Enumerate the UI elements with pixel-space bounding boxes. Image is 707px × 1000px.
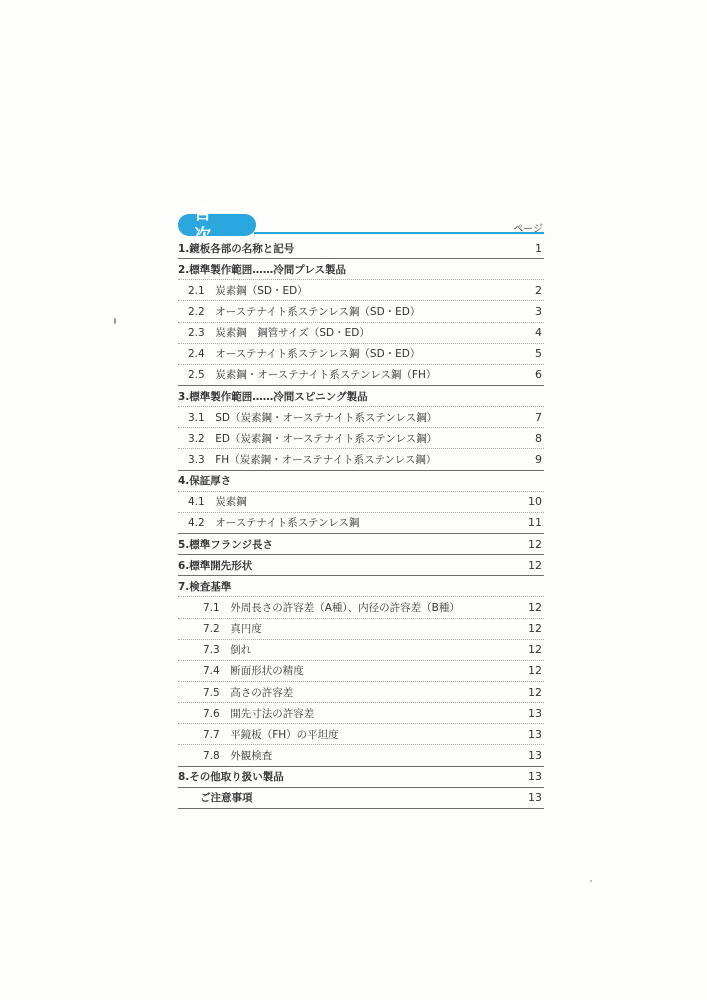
toc-row[interactable] (178, 301, 544, 322)
toc-row[interactable] (178, 280, 544, 301)
toc-entry-label: 5.標準フランジ長さ (178, 538, 274, 551)
table-of-contents (178, 204, 544, 809)
toc-entry-label: 7.2 真円度 (203, 623, 262, 636)
toc-row[interactable] (178, 259, 544, 280)
toc-row[interactable] (178, 682, 544, 703)
toc-entry-page: 12 (528, 685, 542, 699)
toc-row[interactable] (178, 513, 544, 534)
toc-row[interactable] (178, 576, 544, 597)
toc-entry-label: 2.1 炭素鋼（SD・ED） (188, 284, 308, 297)
toc-entry-page: 8 (535, 431, 542, 445)
toc-row[interactable] (178, 661, 544, 682)
toc-row[interactable] (178, 365, 544, 386)
toc-entry-label: 7.1 外周長さの許容差（A種）、内径の許容差（B種） (203, 601, 460, 614)
toc-row[interactable] (178, 449, 544, 470)
toc-row[interactable] (178, 534, 544, 555)
toc-entry-page: 13 (528, 748, 542, 762)
toc-header (178, 204, 544, 246)
toc-entry-label: 3.2 ED（炭素鋼・オーステナイト系ステンレス鋼） (188, 432, 438, 445)
scan-speck (114, 318, 116, 324)
toc-entry-page: 13 (528, 791, 542, 805)
toc-row[interactable] (178, 471, 544, 492)
toc-entry-label: 1.鏡板各部の名称と記号 (178, 242, 295, 255)
toc-entry-page: 2 (535, 283, 542, 297)
toc-entry-page: 11 (528, 516, 542, 530)
toc-row[interactable] (178, 619, 544, 640)
toc-entry-label: 7.検査基準 (178, 580, 232, 593)
toc-entry-label: 3.3 FH（炭素鋼・オーステナイト系ステンレス鋼） (188, 453, 437, 466)
title-rule (254, 232, 544, 234)
toc-row[interactable] (178, 767, 544, 788)
toc-row[interactable] (178, 555, 544, 576)
toc-entry-page: 12 (528, 664, 542, 678)
toc-entry-page: 9 (535, 452, 542, 466)
toc-entry-label: 4.保証厚さ (178, 475, 232, 488)
toc-row[interactable] (178, 597, 544, 618)
toc-entry-page: 1 (535, 241, 542, 255)
toc-entry-label: 4.2 オーステナイト系ステンレス鋼 (188, 517, 360, 530)
toc-entry-page: 6 (535, 368, 542, 382)
scan-speck (590, 880, 592, 882)
toc-row[interactable] (178, 640, 544, 661)
toc-entry-label: 7.3 倒れ (203, 644, 252, 657)
toc-entry-label: 3.標準製作範囲……冷間スピニング製品 (178, 390, 368, 403)
toc-entry-label: 2.2 オーステナイト系ステンレス鋼（SD・ED） (188, 305, 421, 318)
toc-entry-label: 2.3 炭素鋼 鋼管サイズ（SD・ED） (188, 327, 370, 340)
toc-entry-page: 12 (528, 558, 542, 572)
toc-entry-page: 12 (528, 622, 542, 636)
toc-entry-page: 12 (528, 537, 542, 551)
toc-entry-label: 2.4 オーステナイト系ステンレス鋼（SD・ED） (188, 348, 421, 361)
toc-entry-label: ご注意事項 (200, 792, 253, 805)
toc-entry-page: 13 (528, 770, 542, 784)
toc-entry-label: 7.5 高さの許容差 (203, 686, 294, 699)
toc-row[interactable] (178, 428, 544, 449)
toc-row[interactable] (178, 788, 544, 809)
toc-row[interactable] (178, 238, 544, 259)
toc-row[interactable] (178, 745, 544, 766)
toc-row[interactable] (178, 386, 544, 407)
page-column-label: ページ (513, 224, 543, 235)
toc-entry-page: 3 (535, 304, 542, 318)
toc-row[interactable] (178, 344, 544, 365)
toc-entry-page: 5 (535, 347, 542, 361)
toc-entry-label: 6.標準開先形状 (178, 559, 253, 572)
toc-row[interactable] (178, 492, 544, 513)
toc-entry-label: 2.5 炭素鋼・オーステナイト系ステンレス鋼（FH） (188, 369, 437, 382)
toc-row[interactable] (178, 323, 544, 344)
toc-entry-page: 7 (535, 410, 542, 424)
toc-list (178, 238, 544, 809)
toc-title: 目次 (194, 204, 227, 246)
toc-entry-label: 7.6 開先寸法の許容差 (203, 707, 315, 720)
toc-entry-page: 13 (528, 727, 542, 741)
toc-entry-label: 4.1 炭素鋼 (188, 496, 247, 509)
toc-entry-label: 7.4 断面形状の精度 (203, 665, 304, 678)
toc-entry-label: 7.7 平鏡板（FH）の平坦度 (203, 728, 339, 741)
toc-entry-label: 8.その他取り扱い製品 (178, 771, 284, 784)
toc-entry-page: 13 (528, 706, 542, 720)
toc-entry-page: 12 (528, 643, 542, 657)
toc-title-badge (178, 204, 256, 246)
toc-row[interactable] (178, 703, 544, 724)
toc-entry-label: 3.1 SD（炭素鋼・オーステナイト系ステンレス鋼） (188, 411, 438, 424)
toc-entry-label: 7.8 外観検査 (203, 749, 273, 762)
toc-entry-page: 10 (528, 495, 542, 509)
toc-entry-page: 4 (535, 326, 542, 340)
toc-entry-label: 2.標準製作範囲……冷間プレス製品 (178, 263, 347, 276)
toc-row[interactable] (178, 407, 544, 428)
toc-row[interactable] (178, 724, 544, 745)
toc-entry-page: 12 (528, 600, 542, 614)
